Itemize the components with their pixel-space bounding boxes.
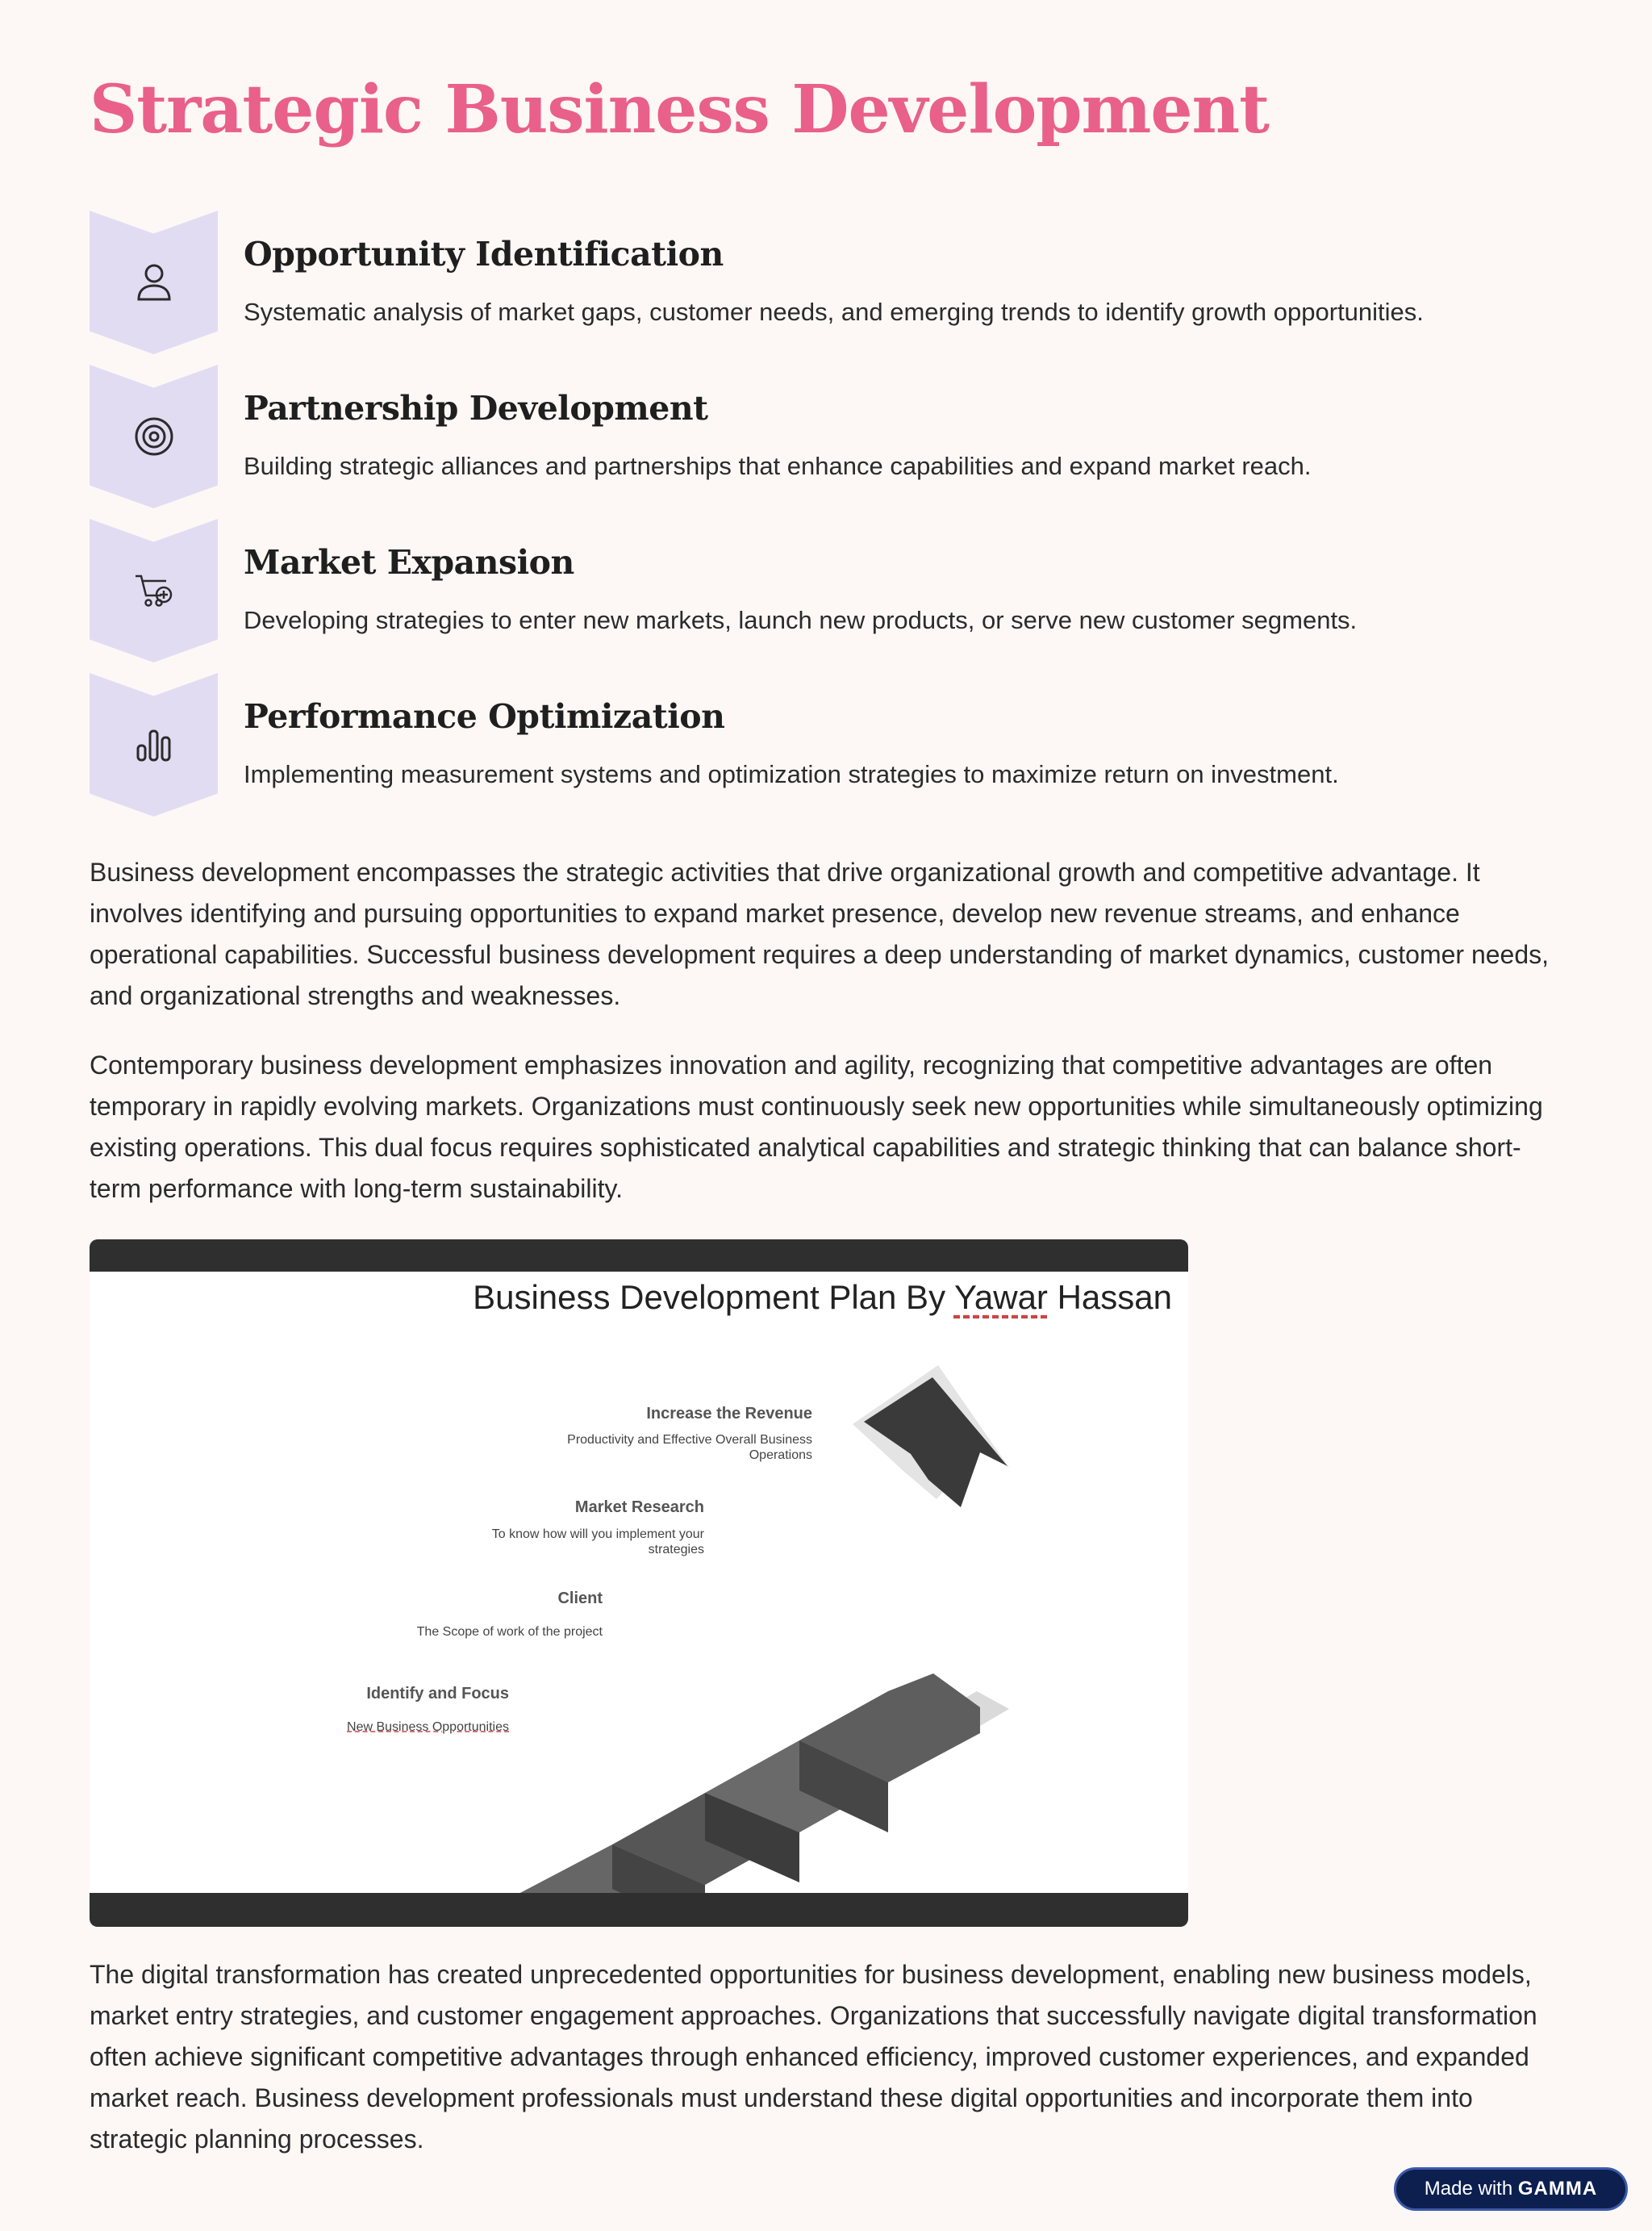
chevron-marker <box>90 211 218 354</box>
step-description: Building strategic alliances and partnerships that enhance capabilities and expand market reach. <box>244 452 1312 480</box>
stage-subtext: New Business Opportunities <box>347 1720 509 1734</box>
bar-chart-icon <box>135 726 173 763</box>
step-description: Developing strategies to enter new markets, launch new products, or serve new customer segments. <box>244 606 1358 634</box>
business-plan-image <box>90 1239 1188 1927</box>
step-description: Systematic analysis of market gaps, customer needs, and emerging trends to identify growth opportunities. <box>244 298 1424 326</box>
chevron-marker <box>90 519 218 662</box>
step-title: Partnership Development <box>244 389 708 428</box>
chevron-marker <box>90 673 218 817</box>
steps-list <box>90 211 1582 827</box>
page-title: Strategic Business Development <box>90 71 1270 148</box>
step-performance <box>90 673 1582 827</box>
stage-subtext: To know how will you implement your strategies <box>491 1527 704 1556</box>
image-canvas <box>90 1272 1188 1893</box>
body-paragraph: Contemporary business development emphasizes innovation and agility, recognizing that competitive advantages are often temporary in rapidly evolving markets. Organizations must continuously seek new opportunities while simultaneously optimizing existing operations. This dual focus requires sophisticated analytical capabilities and strategic thinking that can balance short-term performance with long-term sustainability. <box>90 1051 1543 1203</box>
stage-number: 01 <box>574 1734 624 1785</box>
stage-subtext: Productivity and Effective Overall Business Operations <box>567 1433 812 1462</box>
stage-subtext: The Scope of work of the project <box>416 1625 603 1639</box>
stage-heading: Client <box>557 1590 603 1607</box>
stage-number: 04 <box>854 1464 905 1514</box>
stage-number: 02 <box>654 1644 705 1694</box>
step-title: Market Expansion <box>244 543 574 582</box>
stage-heading: Increase the Revenue <box>646 1405 812 1423</box>
staircase-graphic <box>90 1272 1188 1893</box>
step-opportunity <box>90 211 1582 365</box>
person-icon <box>136 262 173 303</box>
body-paragraph: Business development encompasses the strategic activities that drive organizational growth and competitive advantage. It involves identifying and pursuing opportunities to expand market presence, develop new revenue streams, and enhance operational capabilities. Successful business development requires a deep understanding of market dynamics, customer needs, and organizational strengths and weaknesses. <box>90 858 1550 1010</box>
step-title: Performance Optimization <box>244 697 725 736</box>
stage-heading: Identify and Focus <box>366 1685 509 1702</box>
step-market-expansion <box>90 519 1582 673</box>
target-icon <box>133 416 175 457</box>
made-with-gamma-badge[interactable]: Made with GAMMA <box>1394 2167 1628 2211</box>
chevron-marker <box>90 365 218 508</box>
stage-heading: Market Research <box>574 1498 704 1516</box>
image-title: Business Development Plan By Yawar Hassan <box>473 1278 1172 1316</box>
step-description: Implementing measurement systems and optimization strategies to maximize return on investment. <box>244 760 1339 788</box>
stage-number: 03 <box>761 1552 811 1603</box>
step-partnership <box>90 365 1582 519</box>
step-title: Opportunity Identification <box>244 235 724 274</box>
body-paragraph: The digital transformation has created unprecedented opportunities for business development, enabling new business models, market entry strategies, and customer engagement approaches. Organizations that successfully navigate digital transformation often achieve significant competitive advantages through enhanced efficiency, improved customer experiences, and expanded market reach. Business development professionals must understand these digital opportunities and incorporate them into strategic planning processes. <box>90 1960 1537 2154</box>
cart-plus-icon <box>134 573 174 608</box>
